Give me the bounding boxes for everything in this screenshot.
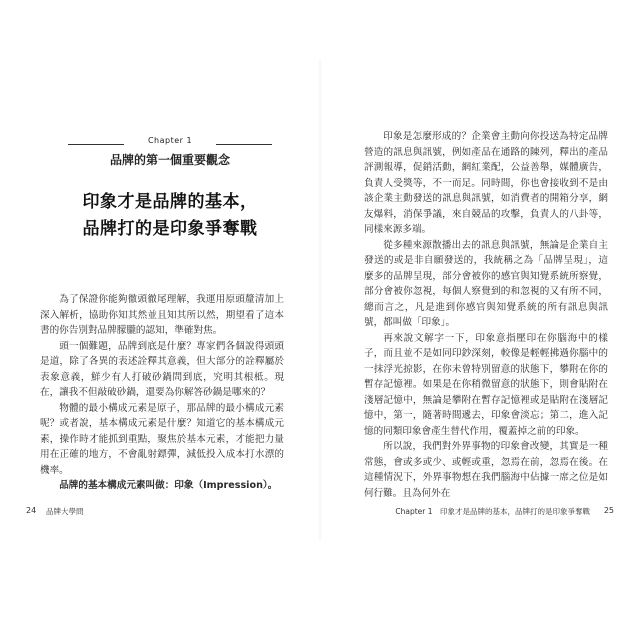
key-statement: 品牌的基本構成元素叫做：印象（Impression）。 (59, 480, 278, 491)
paragraph: 頭一個難題，品牌到底是什麼？專家們各個說得頭頭是道，除了各異的表述詮釋其意義，但大部分的詮釋屬於表象意義，鮮少有人打破砂鍋問到底，究明其根柢。現在，讓我不但敲破砂鍋，還要為你解答砂鍋是哪來的？ (40, 340, 284, 398)
page-number-right: 25 (603, 506, 614, 515)
chapter-label: Chapter 1 (147, 136, 193, 145)
right-page (320, 0, 640, 640)
page-number-left: 24 (26, 506, 37, 515)
paragraph: 為了保證你能夠徹頭徹尾理解，我運用原頭釐清加上深入解析，協助你知其然並且知其所以然，期望看了這本書的你告別對品牌朦朧的認知，準確對焦。 (40, 294, 284, 336)
chapter-heading (60, 136, 280, 168)
chapter-rule-left (68, 144, 124, 145)
paragraph: 再來說文解字一下，印象意指壓印在你腦海中的樣子，而且並不是如同印鈔深刻，較像是輕輕拂過你腦中的一抹浮光掠影，在你未曾特別留意的狀態下，攀附在你的暫存記憶裡。如果是在你稍微留意的狀態下，則會貼附在淺層記憶中，無論是攀附在暫存記憶裡或是貼附在淺層記憶中，第一，隨著時間遞去，印象會淡忘；第二，進入記憶的同類印象會產生替代作用，覆蓋掉之前的印象。 (364, 332, 608, 437)
paragraph: 物體的最小構成元素是原子，那品牌的最小構成元素呢？或者說，基本構成元素是什麼？知道它的基本構成元素，操作時才能抓到重點，聚焦於基本元素，才能把力量用在正確的地方，不會亂射鏢彈，減低投入成本打水漂的機率。 (40, 402, 284, 476)
section-title (40, 189, 300, 243)
running-head-right: Chapter 1 印象才是品牌的基本，品牌打的是印象爭奪戰 (395, 507, 590, 516)
paragraph: 印象是怎麼形成的？企業會主動向你投送為特定品牌營造的訊息與訊號，例如產品在通路的陳列，釋出的產品評測報導，促銷活動，網紅業配，公益善舉，媒體廣告，負責人受獎等，不一而足。同時間，你也會接收到不是由該企業主動發送的訊息與訊號，如消費者的開箱分享，網友爆料，消保爭議，來自競品的攻擊，負責人的八卦等，同樣來源多端。 (364, 131, 608, 235)
section-title-line-1: 印象才是品牌的基本， (82, 192, 258, 212)
running-head-left: 品牌大學問 (46, 507, 84, 516)
right-body-text (364, 129, 608, 501)
paragraph: 從多種來源散播出去的訊息與訊號，無論是企業自主發送的或是非自願發送的，我統稱之為「品牌呈現」，這麼多的品牌呈現，部分會被你的感官與知覺系統所察覺，部分會被你忽視，每個人察覺到的和忽視的又有所不同，總而言之，凡是進到你感官與知覺系統的所有訊息與訊號，都叫做「印象」。 (364, 239, 608, 328)
section-title-line-2: 品牌打的是印象爭奪戰 (82, 219, 258, 239)
left-body-text (40, 292, 284, 494)
chapter-rule-right (216, 144, 272, 145)
chapter-title: 品牌的第一個重要觀念 (109, 153, 230, 167)
paragraph: 所以說，我們對外界事物的印象會改變，其實是一種常態，會或多或少、或輕或重，忽焉在前，忽焉在後。在這種情況下，外界事物想在我們腦海中佔據一席之位是如何行難。且為何外在 (364, 441, 608, 499)
